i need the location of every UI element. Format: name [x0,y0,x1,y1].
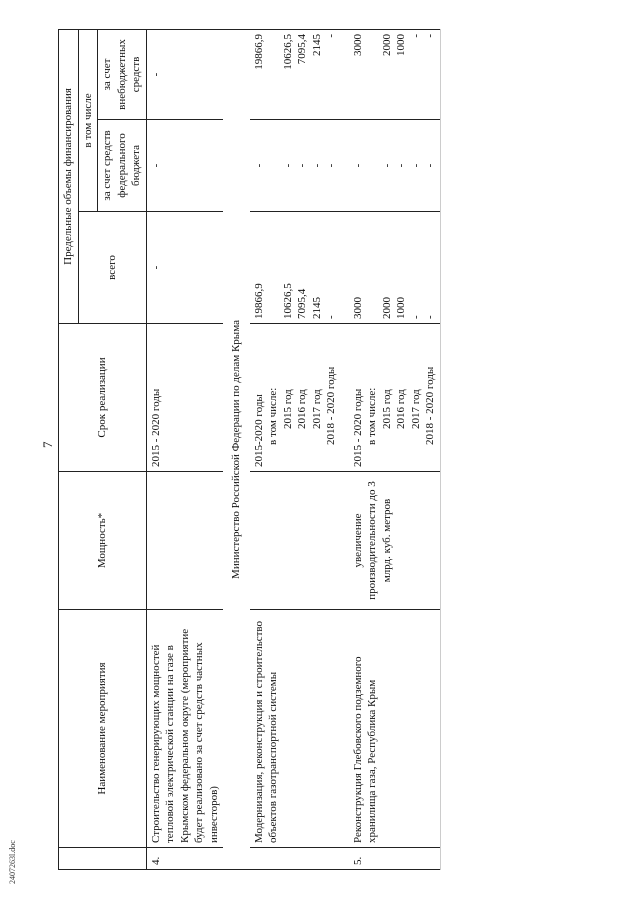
header-number [59,848,147,870]
table-row-modernization [250,29,341,869]
ministry-heading: Министерство Российской Федерации по делам Крыма [223,29,250,869]
row4-number: 4. [146,848,223,870]
row5-extra-5: - [424,33,437,38]
row5-federal-0: - [351,163,364,168]
row5-federal-2: - [380,163,393,168]
header-name: Наименование мероприятия [59,610,147,848]
row5-federal-1 [365,124,380,207]
row4-name: Строительство генерирующих мощностей тепловой электрической станции на газе в Крымском федеральном округе (мероприятие будет реализовано за счет средств частных инвесторов) [146,610,223,848]
row5-name: Реконструкция Глебовского подземного хранилища газа, Республика Крым [341,610,441,848]
modern-federal-3: - [296,163,309,168]
row5-periods [341,324,441,472]
modern-extras [250,29,341,119]
row4-capacity [146,472,223,610]
row4-federal: - [146,120,223,212]
modern-total-5: - [325,315,338,319]
row5-federal-5: - [424,163,437,168]
row5-total-5: - [424,315,437,319]
row5-extras [341,29,441,119]
table-row-5 [341,29,441,869]
modern-total-3: 7095,4 [296,288,309,319]
row5-number: 5. [341,848,441,870]
header-financing: Предельные объемы финансирования [59,29,79,323]
row5-extra-1 [365,34,380,115]
modern-extra-1 [266,34,281,115]
document-footer: 2407263l.doc [8,840,17,884]
row5-federal-3: - [395,163,408,168]
ministry-row [223,29,250,869]
header-federal: за счет средств федерального бюджета [98,120,147,212]
row4-period: 2015 - 2020 годы [146,324,223,472]
modern-total-4: 2145 [310,297,323,319]
row5-total-0: 3000 [351,297,364,319]
modern-totals [250,212,341,324]
row5-totals [341,212,441,324]
row4-total: - [146,212,223,324]
row5-capacity: увеличение производительности до 3 млрд. куб. метров [341,472,441,610]
modern-federal-4: - [310,163,323,168]
modern-periods [250,324,341,472]
modern-total-2: 10626,5 [281,283,294,319]
modern-period-0: 2015-2020 годы [252,394,265,467]
rotated-table-container [58,30,628,870]
modern-federal-5: - [325,163,338,168]
modern-federals [250,120,341,212]
row4-extra: - [146,29,223,119]
modern-extra-0: 19866,9 [252,33,265,70]
modern-total-1 [266,216,281,319]
row5-period-5: 2018 - 2020 годы [424,366,437,445]
modern-number [250,848,341,870]
modern-period-5: 2018 - 2020 годы [325,366,338,445]
row5-period-0: 2015 - 2020 годы [351,388,364,467]
modern-federal-2: - [281,163,294,168]
modern-extra-5: - [325,33,338,38]
row5-period-3: 2016 год [395,389,408,429]
row5-federals [341,120,441,212]
header-period: Срок реализации [59,324,147,472]
row5-period-2: 2015 год [380,389,393,429]
row5-total-3: 1000 [395,297,408,319]
row5-total-4: - [409,315,422,319]
modern-period-4: 2017 год [310,389,323,429]
row5-extra-4: - [409,33,422,38]
row5-total-2: 2000 [380,297,393,319]
header-extra: за счет внебюджетных средств [98,29,147,119]
modern-total-0: 19866,9 [252,283,265,319]
modern-name: Модернизация, реконструкция и строительство объектов газотранспортной системы [250,610,341,848]
modern-extra-3: 7095,4 [296,33,309,65]
modern-period-1: в том числе: [267,387,280,445]
row5-extra-0: 3000 [351,33,364,56]
row5-extra-3: 1000 [395,33,408,56]
modern-extra-2: 10626,5 [281,33,294,70]
financing-table [58,29,441,870]
modern-period-2: 2015 год [281,389,294,429]
table-row-4 [146,29,223,869]
row5-period-1: в том числе: [366,387,379,445]
modern-extra-4: 2145 [310,33,323,56]
row5-period-4: 2017 год [409,389,422,429]
modern-federal-0: - [252,163,265,168]
row5-total-1 [365,216,380,319]
modern-period-3: 2016 год [296,389,309,429]
modern-federal-1 [266,124,281,207]
header-total: всего [78,212,146,324]
row5-extra-2: 2000 [380,33,393,56]
header-capacity: Мощность* [59,472,147,610]
row5-federal-4: - [409,163,422,168]
modern-capacity [250,472,341,610]
page-number: 7 [40,441,55,448]
header-subgroup: в том числе [78,29,98,211]
